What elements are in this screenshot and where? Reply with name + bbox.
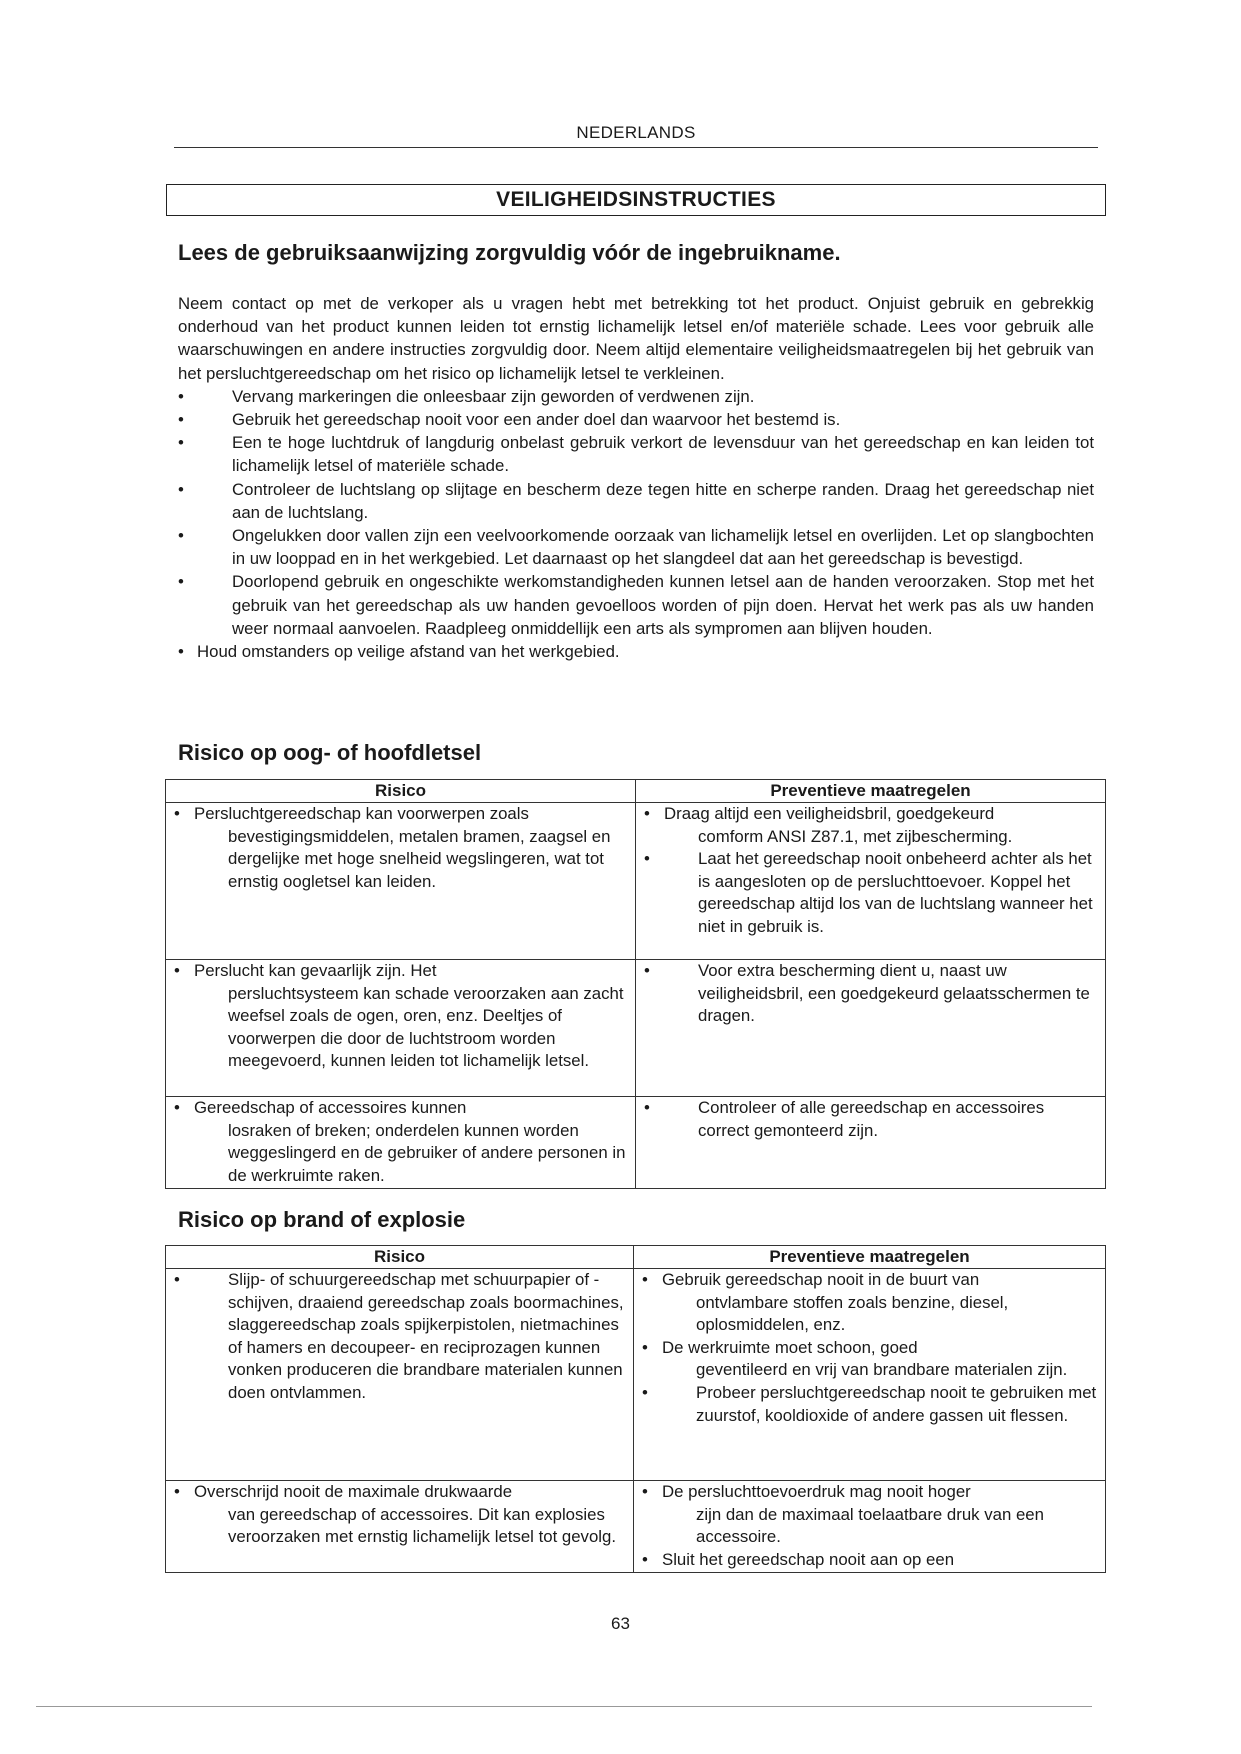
table-header-row [166, 1246, 1106, 1269]
bullet-icon: • [174, 804, 180, 823]
list-item: • Laat het gereedschap nooit onbeheerd achter als het is aangesloten op de persluchttoevoer. Koppel het gereedschap altijd los van de luchtslang wanneer het niet in gebruik is. [644, 849, 1093, 936]
bullet-icon: • [178, 433, 184, 453]
bullet-icon: • [178, 642, 184, 662]
table-row [166, 803, 1106, 960]
section-heading-fire-explosion: Risico op brand of explosie [178, 1207, 466, 1232]
list-item: • Houd omstanders op veilige afstand van het werkgebied. [178, 640, 1094, 663]
subtitle: Lees de gebruiksaanwijzing zorgvuldig vóór de ingebruikname. [178, 240, 841, 265]
bullet-icon: • [642, 1382, 648, 1402]
eye-head-risk-table [165, 779, 1106, 1189]
prevent-cell [636, 1097, 1106, 1189]
table-header-row [166, 780, 1106, 803]
list-item: • Controleer de luchtslang op slijtage en bescherm deze tegen hitte en scherpe randen. Draag het gereedschap niet aan de luchtslang. [178, 479, 1094, 522]
bullet-icon: • [174, 1482, 180, 1501]
list-item: • Perslucht kan gevaarlijk zijn. Het persluchtsysteem kan schade veroorzaken aan zacht weefsel zoals de ogen, oren, enz. Deeltjes of voorwerpen die door de luchtstroom worden meegevoerd, kunnen leiden tot lichamelijk letsel. [174, 961, 624, 1071]
page-title: VEILIGHEIDSINSTRUCTIES [166, 184, 1106, 216]
table-row [166, 1269, 1106, 1481]
bullet-icon: • [174, 1098, 180, 1117]
column-header-prevent: Preventieve maatregelen [636, 780, 1106, 803]
fire-explosion-risk-table [165, 1245, 1106, 1573]
section-heading-eye-head: Risico op oog- of hoofdletsel [178, 740, 482, 765]
bullet-icon: • [644, 961, 650, 980]
bullet-icon: • [642, 1482, 648, 1501]
bullet-icon: • [178, 410, 184, 430]
risk-cell [166, 1481, 634, 1573]
bullet-icon: • [644, 1098, 650, 1117]
bullet-icon: • [178, 572, 184, 592]
bullet-icon: • [174, 961, 180, 980]
bullet-icon: • [644, 849, 650, 869]
list-item: • Doorlopend gebruik en ongeschikte werkomstandigheden kunnen letsel aan de handen veroorzaken. Stop met het gebruik van het gereedschap als uw handen gevoelloos worden of pijn doen. Hervat het werk pas als uw handen weer normaal aanvoelen. Raadpleeg onmiddellijk een arts als sympromen aan blijven houden. [178, 572, 1094, 638]
intro-section [178, 292, 1094, 663]
page-number: 63 [611, 1614, 630, 1633]
risk-cell [166, 960, 636, 1097]
intro-paragraph: Neem contact op met de verkoper als u vragen hebt met betrekking tot het product. Onjuist gebruik en gebrekkig onderhoud van het product kunnen leiden tot ernstig lichamelijk letsel en/of materiële schade. Lees voor gebruik alle waarschuwingen en andere instructies zorgvuldig door. Neem altijd elementaire veiligheidsmaatregelen bij het gebruik van het persluchtgereedschap om het risico op lichamelijk letsel te verkleinen. [178, 294, 1094, 383]
list-item: • Gereedschap of accessoires kunnen losraken of breken; onderdelen kunnen worden weggeslingerd en de gebruiker of andere personen in de werkruimte raken. [174, 1098, 626, 1185]
bullet-icon: • [642, 1337, 648, 1357]
column-header-risk: Risico [166, 780, 636, 803]
table-row [166, 1097, 1106, 1189]
list-item: • Overschrijd nooit de maximale drukwaarde van gereedschap of accessoires. Dit kan explosies veroorzaken met ernstig lichamelijk letsel tot gevolg. [174, 1482, 617, 1547]
table-row [166, 1481, 1106, 1573]
list-item: • Sluit het gereedschap nooit aan op een [642, 1549, 1097, 1572]
list-item: • Gebruik gereedschap nooit in de buurt van ontvlambare stoffen zoals benzine, diesel, oplosmiddelen, enz. [642, 1270, 1009, 1335]
list-item: • Vervang markeringen die onleesbaar zijn geworden of verdwenen zijn. [178, 385, 1094, 408]
intro-bullet-list [178, 385, 1094, 663]
list-item: • Gebruik het gereedschap nooit voor een ander doel dan waarvoor het bestemd is. [178, 408, 1094, 431]
list-item: • Probeer persluchtgereedschap nooit te gebruiken met zuurstof, kooldioxide of andere gassen uit flessen. [642, 1382, 1097, 1425]
page-header-language: NEDERLANDS [174, 123, 1098, 148]
list-item: • Draag altijd een veiligheidsbril, goedgekeurd comform ANSI Z87.1, met zijbescherming. [644, 804, 1013, 846]
bullet-icon: • [642, 1549, 648, 1569]
list-item: • Voor extra bescherming dient u, naast uw veiligheidsbril, een goedgekeurd gelaatsschermen te dragen. [644, 961, 1090, 1026]
risk-cell [166, 1269, 634, 1481]
list-item: • Slijp- of schuurgereedschap met schuurpapier of -schijven, draaiend gereedschap zoals boormachines, slaggereedschap zoals spijkerpistolen, nietmachines of hamers en decoupeer- en reciprozagen kunnen vonken produceren die brandbare materialen kunnen doen ontvlammen. [174, 1270, 624, 1402]
list-item: • De persluchttoevoerdruk mag nooit hoger zijn dan de maximaal toelaatbare druk van een accessoire. [642, 1482, 1044, 1547]
list-item: • Persluchtgereedschap kan voorwerpen zoals bevestigingsmiddelen, metalen bramen, zaagsel en dergelijke met hoge snelheid wegslingeren, wat tot ernstig oogletsel kan leiden. [174, 804, 611, 891]
list-item: • Controleer of alle gereedschap en accessoires correct gemonteerd zijn. [644, 1098, 1045, 1140]
risk-cell [166, 803, 636, 960]
prevent-cell [634, 1269, 1106, 1481]
bullet-icon: • [642, 1270, 648, 1289]
bullet-icon: • [174, 1270, 180, 1289]
bullet-icon: • [178, 479, 184, 499]
risk-cell [166, 1097, 636, 1189]
list-item: • Ongelukken door vallen zijn een veelvoorkomende oorzaak van lichamelijk letsel en overlijden. Let op slangbochten in uw looppad en in het werkgebied. Let daarnaast op het slangdeel dat aan het gereedschap is bevestigd. [178, 526, 1094, 569]
bullet-icon: • [644, 804, 650, 823]
prevent-cell [634, 1481, 1106, 1573]
bullet-icon: • [178, 386, 184, 406]
table-row [166, 960, 1106, 1097]
footer-divider [36, 1706, 1092, 1707]
list-item: • De werkruimte moet schoon, goed geventileerd en vrij van brandbare materialen zijn. [642, 1337, 1068, 1380]
list-item: • Een te hoge luchtdruk of langdurig onbelast gebruik verkort de levensduur van het gereedschap en kan leiden tot lichamelijk letsel of materiële schade. [178, 433, 1094, 476]
column-header-risk: Risico [166, 1246, 634, 1269]
column-header-prevent: Preventieve maatregelen [634, 1246, 1106, 1269]
prevent-cell [636, 803, 1106, 960]
bullet-icon: • [178, 526, 184, 546]
prevent-cell [636, 960, 1106, 1097]
